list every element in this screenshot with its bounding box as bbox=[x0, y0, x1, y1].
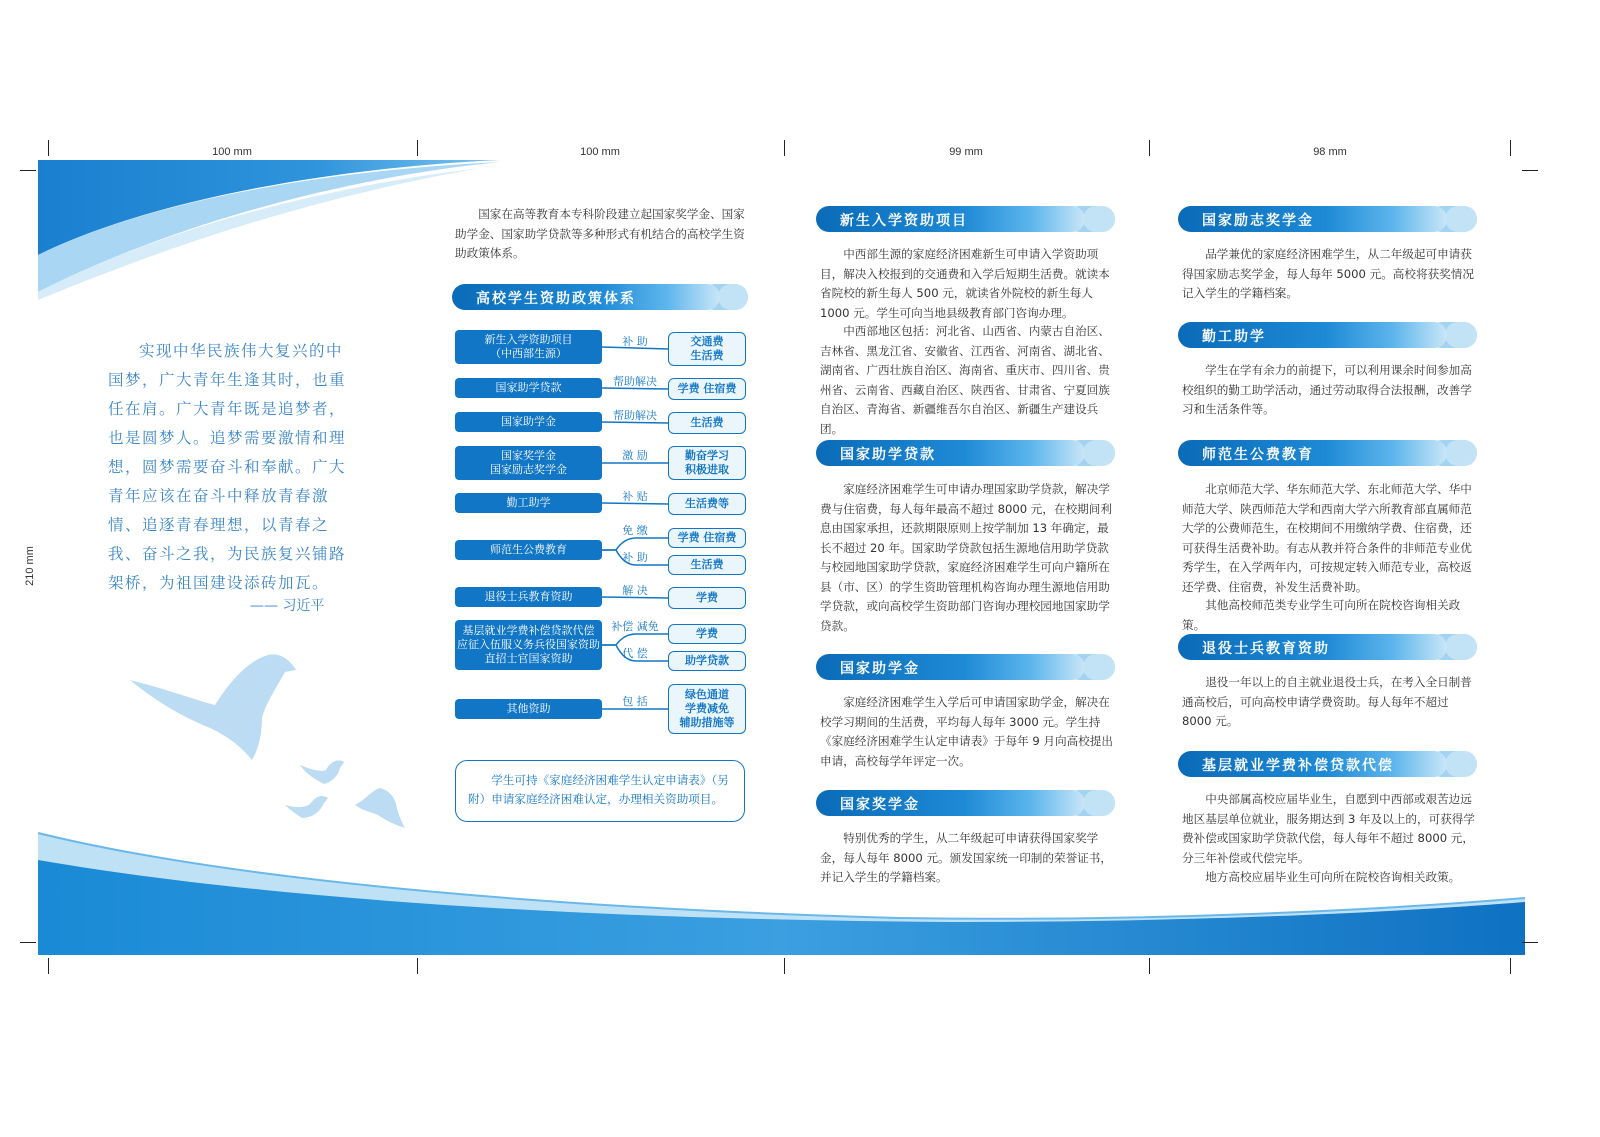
section-paragraph: 特别优秀的学生，从二年级起可申请获得国家奖学金，每人每年 8000 元。颁发国家统一印制的荣誉证书，并记入学生的学籍档案。 bbox=[820, 831, 1112, 884]
policy-item: 国家奖学金 国家励志奖学金 bbox=[455, 446, 602, 480]
section-paragraph: 品学兼优的家庭经济困难学生，从二年级起可申请获得国家励志奖学金，每人每年 5000 元。高校将获奖情况记入学生的学籍档案。 bbox=[1182, 247, 1474, 300]
crop-tick bbox=[20, 942, 36, 943]
policy-relation: 补偿 减免 bbox=[611, 620, 659, 633]
section-header bbox=[1178, 206, 1477, 232]
ruler-label: 99 mm bbox=[949, 146, 983, 158]
crop-tick bbox=[48, 958, 49, 974]
policy-relation: 帮助解决 bbox=[613, 375, 657, 388]
crop-tick bbox=[784, 958, 785, 974]
section-paragraph: 其他高校师范类专业学生可向所在院校咨询相关政策。 bbox=[1182, 598, 1461, 632]
policy-relation: 包 括 bbox=[622, 695, 648, 708]
policy-item: 国家助学金 bbox=[455, 412, 602, 432]
policy-item: 师范生公费教育 bbox=[455, 540, 602, 560]
policy-relation: 补 助 bbox=[622, 551, 648, 564]
policy-relation: 免 缴 bbox=[622, 524, 648, 537]
crop-tick bbox=[1510, 958, 1511, 974]
policy-relation: 补 贴 bbox=[622, 490, 648, 503]
ruler-label: 98 mm bbox=[1313, 146, 1347, 158]
policy-benefit: 勤奋学习 积极进取 bbox=[668, 446, 746, 480]
section-title: 师范生公费教育 bbox=[1202, 447, 1314, 463]
section-header bbox=[1178, 634, 1477, 660]
section-header bbox=[816, 790, 1115, 816]
policy-benefit: 学费 住宿费 bbox=[668, 528, 746, 548]
crop-tick bbox=[1149, 958, 1150, 974]
section-paragraph: 学生在学有余力的前提下，可以利用课余时间参加高校组织的勤工助学活动，通过劳动取得合法报酬，改善学习和生活条件等。 bbox=[1182, 363, 1472, 416]
section-header bbox=[816, 654, 1115, 680]
policy-benefit: 交通费 生活费 bbox=[668, 332, 746, 366]
crop-tick bbox=[48, 140, 49, 156]
policy-relation: 激 励 bbox=[622, 449, 648, 462]
section-header bbox=[1178, 440, 1477, 466]
section-paragraph: 家庭经济困难学生入学后可申请国家助学金，解决在校学习期间的生活费，平均每人每年 3000 元。学生持《家庭经济困难学生认定申请表》于每年 9 月向高校提出申请，高校每学年评定一次。 bbox=[820, 695, 1113, 768]
section-title: 新生入学资助项目 bbox=[840, 213, 968, 229]
section-paragraph: 北京师范大学、华东师范大学、东北师范大学、华中师范大学、陕西师范大学和西南大学六所教育部直属师范大学的公费师范生，在校期间不用缴纳学费、住宿费，还可获得生活费补助。有志从教并符合条件的非师范专业优秀学生，在入学两年内，可按规定转入师范专业，高校返还学费、住宿费，补发生活费补助。 bbox=[1182, 482, 1472, 594]
policy-item: 国家助学贷款 bbox=[455, 378, 602, 398]
section-paragraph: 中西部生源的家庭经济困难新生可申请入学资助项目，解决入校报到的交通费和入学后短期生活费。就读本省院校的新生每人 500 元，就读省外院校的新生每人 1000 元。学生可向当地县级教育部门咨询办理。 bbox=[820, 247, 1110, 320]
section-header bbox=[816, 440, 1115, 466]
section-paragraph: 中央部属高校应届毕业生，自愿到中西部或艰苦边远地区基层单位就业，服务期达到 3 年及以上的，可获得学费补偿或国家助学贷款代偿，每人每年不超过 8000 元，分三年补偿或代偿完毕。 bbox=[1182, 792, 1475, 865]
section-title: 国家奖学金 bbox=[840, 797, 920, 813]
policy-benefit: 学费 住宿费 bbox=[668, 378, 746, 400]
crop-tick bbox=[1149, 140, 1150, 156]
quote-author: —— 习近平 bbox=[250, 598, 325, 614]
section-title: 退役士兵教育资助 bbox=[1202, 641, 1330, 657]
crop-tick bbox=[417, 958, 418, 974]
policy-relation: 解 决 bbox=[622, 584, 648, 597]
section-title: 国家助学金 bbox=[840, 661, 920, 677]
policy-relation: 补 助 bbox=[622, 335, 648, 348]
policy-benefit: 助学贷款 bbox=[668, 651, 746, 671]
ruler-label: 100 mm bbox=[212, 146, 252, 158]
section-title: 国家助学贷款 bbox=[840, 447, 936, 463]
crop-tick bbox=[1522, 942, 1538, 943]
quote-text: 实现中华民族伟大复兴的中国梦，广大青年生逢其时，也重任在肩。广大青年既是追梦者，也是圆梦人。追梦需要激情和理想，圆梦需要奋斗和奉献。广大青年应该在奋斗中释放青春激情、追逐青春理想，以青春之我、奋斗之我，为民族复兴铺路架桥，为祖国建设添砖加瓦。 bbox=[108, 342, 347, 592]
section-header bbox=[816, 206, 1115, 232]
section-header bbox=[452, 284, 748, 310]
section-title: 高校学生资助政策体系 bbox=[476, 291, 636, 307]
section-paragraph: 地方高校应届毕业生可向所在院校咨询相关政策。 bbox=[1205, 870, 1461, 884]
section-paragraph: 家庭经济困难学生可申请办理国家助学贷款，解决学费与住宿费，每人每年最高不超过 8000 元，在校期间利息由国家承担，还款期限原则上按学制加 13 年确定，最长不超过 20 年。国家助学贷款包括生源地信用助学贷款与校园地国家助学贷款，家庭经济困难学生可向户籍所在县（市、区）的学生资助管理机构咨询办理生源地信用助学贷款，或向高校学生资助部门咨询办理校园地国家助学贷款。 bbox=[820, 482, 1112, 633]
section-title: 基层就业学费补偿贷款代偿 bbox=[1202, 758, 1394, 774]
policy-item: 其他资助 bbox=[455, 699, 602, 719]
policy-relation: 代 偿 bbox=[622, 647, 648, 660]
crop-tick bbox=[20, 170, 36, 171]
policy-benefit: 生活费 bbox=[668, 555, 746, 575]
crop-tick bbox=[1510, 140, 1511, 156]
section-title: 勤工助学 bbox=[1202, 329, 1266, 345]
policy-benefit: 生活费 bbox=[668, 412, 746, 434]
policy-item: 勤工助学 bbox=[455, 493, 602, 513]
section-header bbox=[1178, 322, 1477, 348]
crop-tick bbox=[1522, 170, 1538, 171]
section-paragraph: 退役一年以上的自主就业退役士兵，在考入全日制普通高校后，可向高校申请学费资助。每人每年不超过 8000 元。 bbox=[1182, 675, 1472, 728]
section-paragraph: 中西部地区包括：河北省、山西省、内蒙古自治区、吉林省、黑龙江省、安徽省、江西省、河南省、湖北省、湖南省、广西壮族自治区、海南省、重庆市、四川省、贵州省、云南省、西藏自治区、陕西省、甘肃省、宁夏回族自治区、青海省、新疆维吾尔自治区、新疆生产建设兵团。 bbox=[820, 324, 1110, 436]
policy-benefit: 绿色通道 学费减免 辅助措施等 bbox=[668, 684, 746, 734]
policy-item: 基层就业学费补偿贷款代偿 应征入伍服义务兵役国家资助 直招士官国家资助 bbox=[455, 620, 602, 670]
application-note: 学生可持《家庭经济困难学生认定申请表》（另附）申请家庭经济困难认定，办理相关资助项目。 bbox=[455, 760, 745, 822]
policy-benefit: 生活费等 bbox=[668, 493, 746, 515]
policy-benefit: 学费 bbox=[668, 624, 746, 644]
policy-item: 退役士兵教育资助 bbox=[455, 587, 602, 607]
policy-benefit: 学费 bbox=[668, 587, 746, 609]
crop-tick bbox=[784, 140, 785, 156]
section-title: 国家励志奖学金 bbox=[1202, 213, 1314, 229]
policy-relation: 帮助解决 bbox=[613, 409, 657, 422]
policy-item: 新生入学资助项目 （中西部生源） bbox=[455, 330, 602, 364]
ruler-label: 100 mm bbox=[580, 146, 620, 158]
crop-tick bbox=[417, 140, 418, 156]
ruler-height-label: 210 mm bbox=[23, 546, 36, 586]
intro-paragraph: 国家在高等教育本专科阶段建立起国家奖学金、国家助学金、国家助学贷款等多种形式有机结合的高校学生资助政策体系。 bbox=[455, 207, 745, 260]
section-header bbox=[1178, 751, 1477, 777]
dove-illustration bbox=[130, 654, 405, 828]
